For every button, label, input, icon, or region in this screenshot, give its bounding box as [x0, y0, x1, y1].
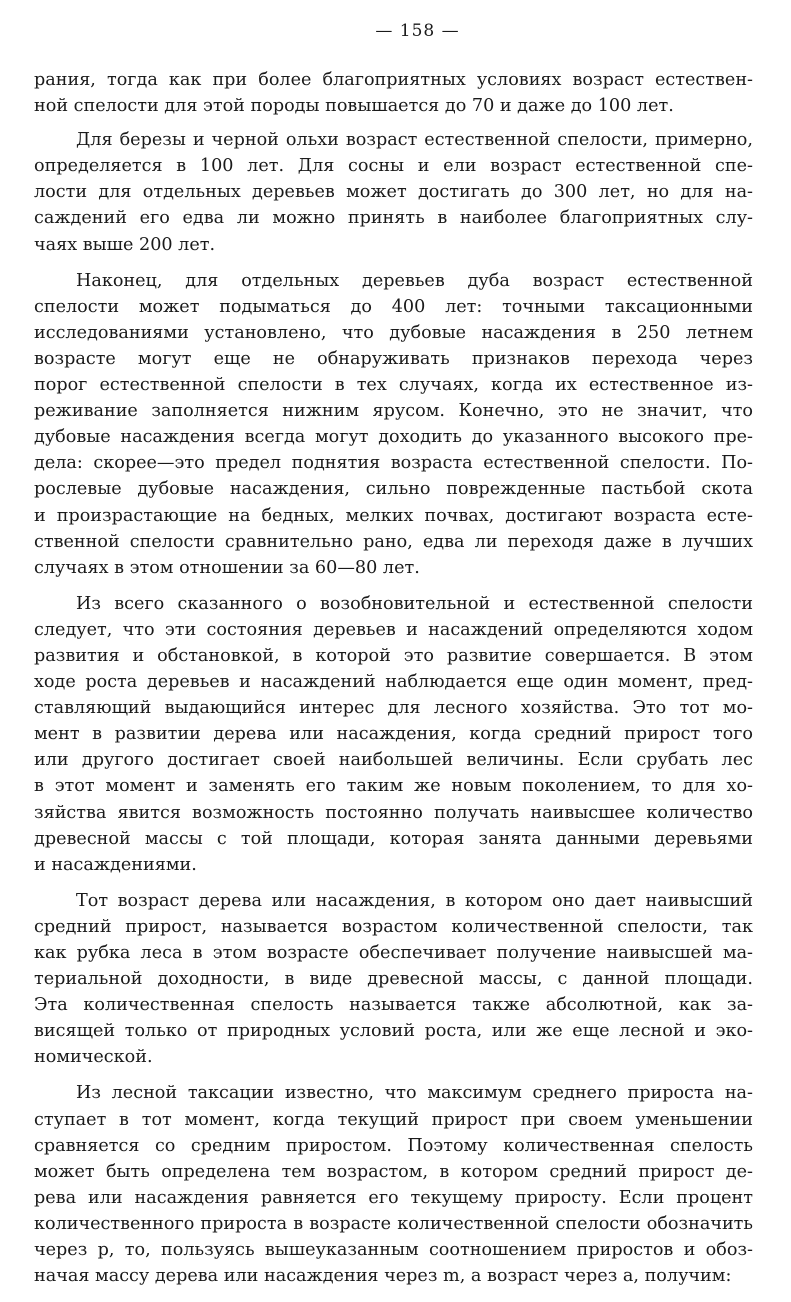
- paragraph: [34, 67, 753, 119]
- text-line: как рубка леса в этом возрасте обеспечивает получение наивысшей ма-: [34, 943, 753, 963]
- text-line: порог естественной спелости в тех случаях, когда их естественное из-: [34, 375, 753, 396]
- text-line: случаях в этом отношении за 60—80 лет.: [34, 557, 420, 578]
- paragraph: [34, 127, 753, 257]
- text-line: териальной доходности, в виде древесной массы, с данной площади.: [34, 969, 753, 990]
- text-line: номической.: [34, 1047, 153, 1068]
- text-line: Из лесной таксации известно, что максимум среднего прироста на-: [76, 1083, 753, 1104]
- text-line: ступает в тот момент, когда текущий прирост при своем уменьшении: [34, 1109, 753, 1130]
- text-line: или другого достигает своей наибольшей величины. Если срубать лес: [34, 750, 753, 771]
- text-line: мент в развитии дерева или насаждения, когда средний прирост того: [34, 724, 753, 745]
- text-line: висящей только от природных условий роста, или же еще лесной и эко-: [34, 1021, 753, 1042]
- text-body: [34, 67, 753, 1289]
- text-line: ственной спелости сравнительно рано, едва ли переходя даже в лучших: [34, 531, 753, 552]
- text-line: Эта количественная спелость называется также абсолютной, как за-: [34, 995, 753, 1016]
- text-line: чаях выше 200 лет.: [34, 234, 216, 255]
- text-line: дубовые насаждения всегда могут доходить до указанного высокого пре-: [34, 427, 753, 448]
- text-line: и произрастающие на бедных, мелких почвах, достигают возраста есте-: [34, 505, 753, 526]
- text-line: может быть определена тем возрастом, в котором средний прирост де-: [34, 1161, 753, 1182]
- paragraph: [34, 888, 753, 1071]
- text-line: саждений его едва ли можно принять в наиболее благоприятных слу-: [34, 208, 753, 229]
- text-line: возрасте могут еще не обнаруживать признаков перехода через: [34, 348, 753, 369]
- paragraph: [34, 591, 753, 878]
- text-line: исследованиями установлено, что дубовые насаждения в 250 летнем: [34, 322, 753, 343]
- text-line: Тот возраст дерева или насаждения, в котором оно дает наивысший: [76, 890, 753, 911]
- text-line: в этот момент и заменять его таким же новым поколением, то для хо-: [34, 776, 753, 797]
- text-line: следует, что эти состояния деревьев и насаждений определяются ходом: [34, 619, 753, 640]
- text-line: спелости может подыматься до 400 лет: точными таксационными: [34, 296, 753, 317]
- text-line: Из всего сказанного о возобновительной и естественной спелости: [76, 593, 753, 614]
- text-line: сравняется со средним приростом. Поэтому количественная спелость: [34, 1135, 753, 1156]
- text-line: через p, то, пользуясь вышеуказанным соотношением приростов и обоз-: [34, 1240, 753, 1261]
- paragraph: [34, 268, 753, 581]
- text-line: древесной массы с той площади, которая занята данными деревьями: [34, 828, 753, 849]
- page-number: — 158 —: [375, 21, 460, 41]
- text-line: Наконец, для отдельных деревьев дуба возраст естественной: [76, 270, 753, 291]
- text-line: рания, тогда как при более благоприятных условиях возраст естествен-: [34, 70, 753, 90]
- text-line: и насаждениями.: [34, 854, 197, 875]
- text-line: зяйства явится возможность постоянно получать наивысшее количество: [34, 802, 753, 823]
- text-line: ставляющий выдающийся интерес для лесного хозяйства. Это тот мо-: [34, 698, 753, 719]
- text-line: рослевые дубовые насаждения, сильно поврежденные пастьбой скота: [34, 479, 753, 500]
- text-line: количественного прироста в возрасте количественной спелости обозначить: [34, 1213, 753, 1234]
- text-line: начая массу дерева или насаждения через m, а возраст через a, получим:: [34, 1266, 732, 1287]
- text-line: развития и обстановкой, в которой это развитие совершается. В этом: [34, 645, 753, 666]
- text-line: реживание заполняется нижним ярусом. Конечно, это не значит, что: [34, 401, 753, 422]
- text-line: ходе роста деревьев и насаждений наблюдается еще один момент, пред-: [34, 672, 753, 693]
- text-line: лости для отдельных деревьев может достигать до 300 лет, но для на-: [34, 182, 753, 203]
- text-line: Для березы и черной ольхи возраст естественной спелости, примерно,: [76, 130, 753, 151]
- text-line: рева или насаждения равняется его текущему приросту. Если процент: [34, 1187, 753, 1208]
- text-line: ной спелости для этой породы повышается до 70 и даже до 100 лет.: [34, 96, 674, 117]
- text-line: дела: скорее—это предел поднятия возраста естественной спелости. По-: [34, 453, 753, 474]
- text-line: средний прирост, называется возрастом количественной спелости, так: [34, 916, 753, 937]
- text-line: определяется в 100 лет. Для сосны и ели возраст естественной спе-: [34, 156, 753, 177]
- paragraph: [34, 1080, 753, 1289]
